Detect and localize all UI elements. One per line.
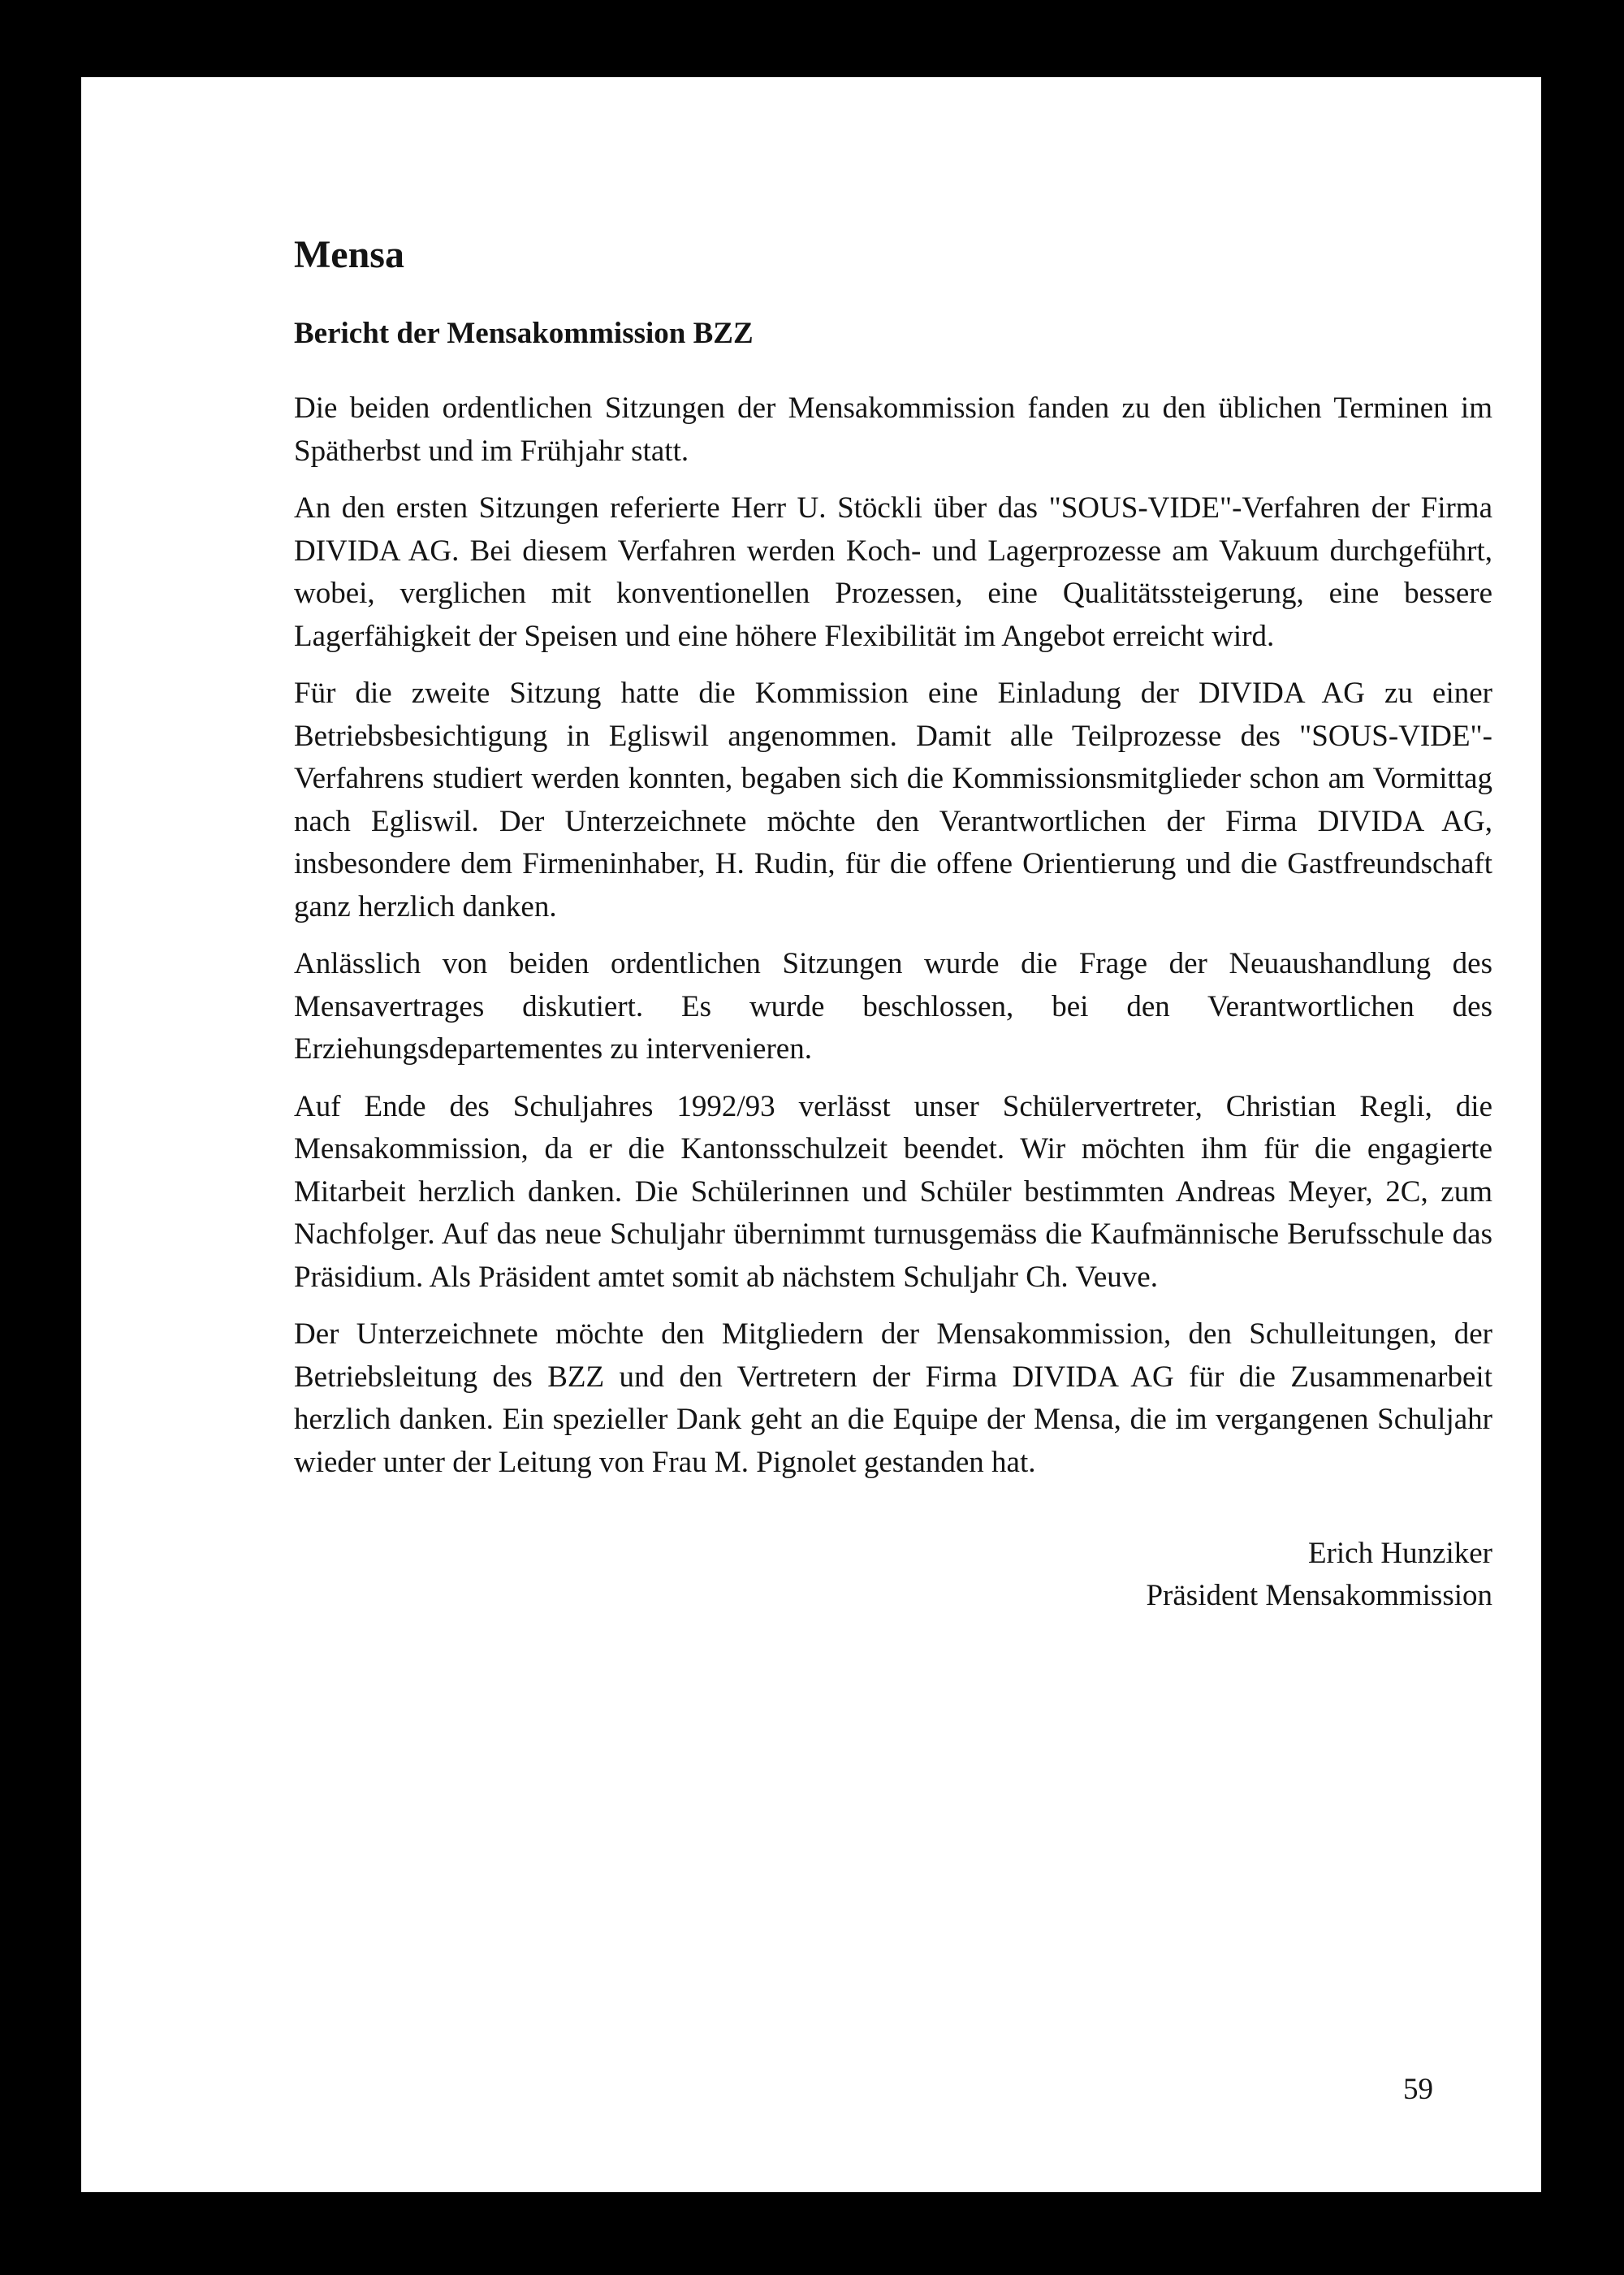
report-subtitle: Bericht der Mensakommission BZZ (294, 317, 754, 350)
page-content (294, 231, 1492, 1617)
signatory-name: Erich Hunziker (1307, 1537, 1492, 1570)
paragraph-3: Für die zweite Sitzung hatte die Kommission eine Einladung der DIVIDA AG zu einer Betriebsbesichtigung in Egliswil angenommen. Damit alle Teilprozesse des "SOUS-VIDE"-Verfahrens studiert werden konnten, begaben sich die Kommissionsmitglieder schon am Vormittag nach Egliswil. Der Unterzeichnete möchte den Verantwortlichen der Firma DIVIDA AG, insbesondere dem Firmeninhaber, H. Rudin, für die offene Orientierung und die Gastfreundschaft ganz herzlich danken. (294, 677, 1492, 923)
paragraph-4: Anlässlich von beiden ordentlichen Sitzungen wurde die Frage der Neuaushandlung des Mensavertrages diskutiert. Es wurde beschlossen, bei den Verantwortlichen des Erziehungsdepartementes zu intervenieren. (294, 947, 1492, 1066)
paragraph-1: Die beiden ordentlichen Sitzungen der Mensakommission fanden zu den üblichen Terminen im Spätherbst und im Frühjahr statt. (294, 391, 1492, 468)
document-page (81, 77, 1541, 2192)
signatory-role: Präsident Mensakommission (1146, 1579, 1492, 1612)
section-title: Mensa (294, 233, 404, 276)
paragraph-2: An den ersten Sitzungen referierte Herr U. Stöckli über das "SOUS-VIDE"-Verfahren der Firma DIVIDA AG. Bei diesem Verfahren werden Koch- und Lagerprozesse am Vakuum durchgeführt, wobei, verglichen mit konventionellen Prozessen, eine Qualitätssteigerung, eine bessere Lagerfähigkeit der Speisen und eine höhere Flexibilität im Angebot erreicht wird. (294, 491, 1492, 653)
page-number: 59 (1403, 2073, 1433, 2106)
signature-block (294, 1533, 1492, 1617)
paragraph-5: Auf Ende des Schuljahres 1992/93 verlässt unser Schülervertreter, Christian Regli, die Mensakommission, da er die Kantonsschulzeit beendet. Wir möchten ihm für die engagierte Mitarbeit herzlich danken. Die Schülerinnen und Schüler bestimmten Andreas Meyer, 2C, zum Nachfolger. Auf das neue Schuljahr übernimmt turnusgemäss die Kaufmännische Berufsschule das Präsidium. Als Präsident amtet somit ab nächstem Schuljahr Ch. Veuve. (294, 1089, 1492, 1294)
paragraph-6: Der Unterzeichnete möchte den Mitgliedern der Mensakommission, den Schulleitungen, der Betriebsleitung des BZZ und den Vertretern der Firma DIVIDA AG für die Zusammenarbeit herzlich danken. Ein spezieller Dank geht an die Equipe der Mensa, die im vergangenen Schuljahr wieder unter der Leitung von Frau M. Pignolet gestanden hat. (294, 1317, 1492, 1479)
